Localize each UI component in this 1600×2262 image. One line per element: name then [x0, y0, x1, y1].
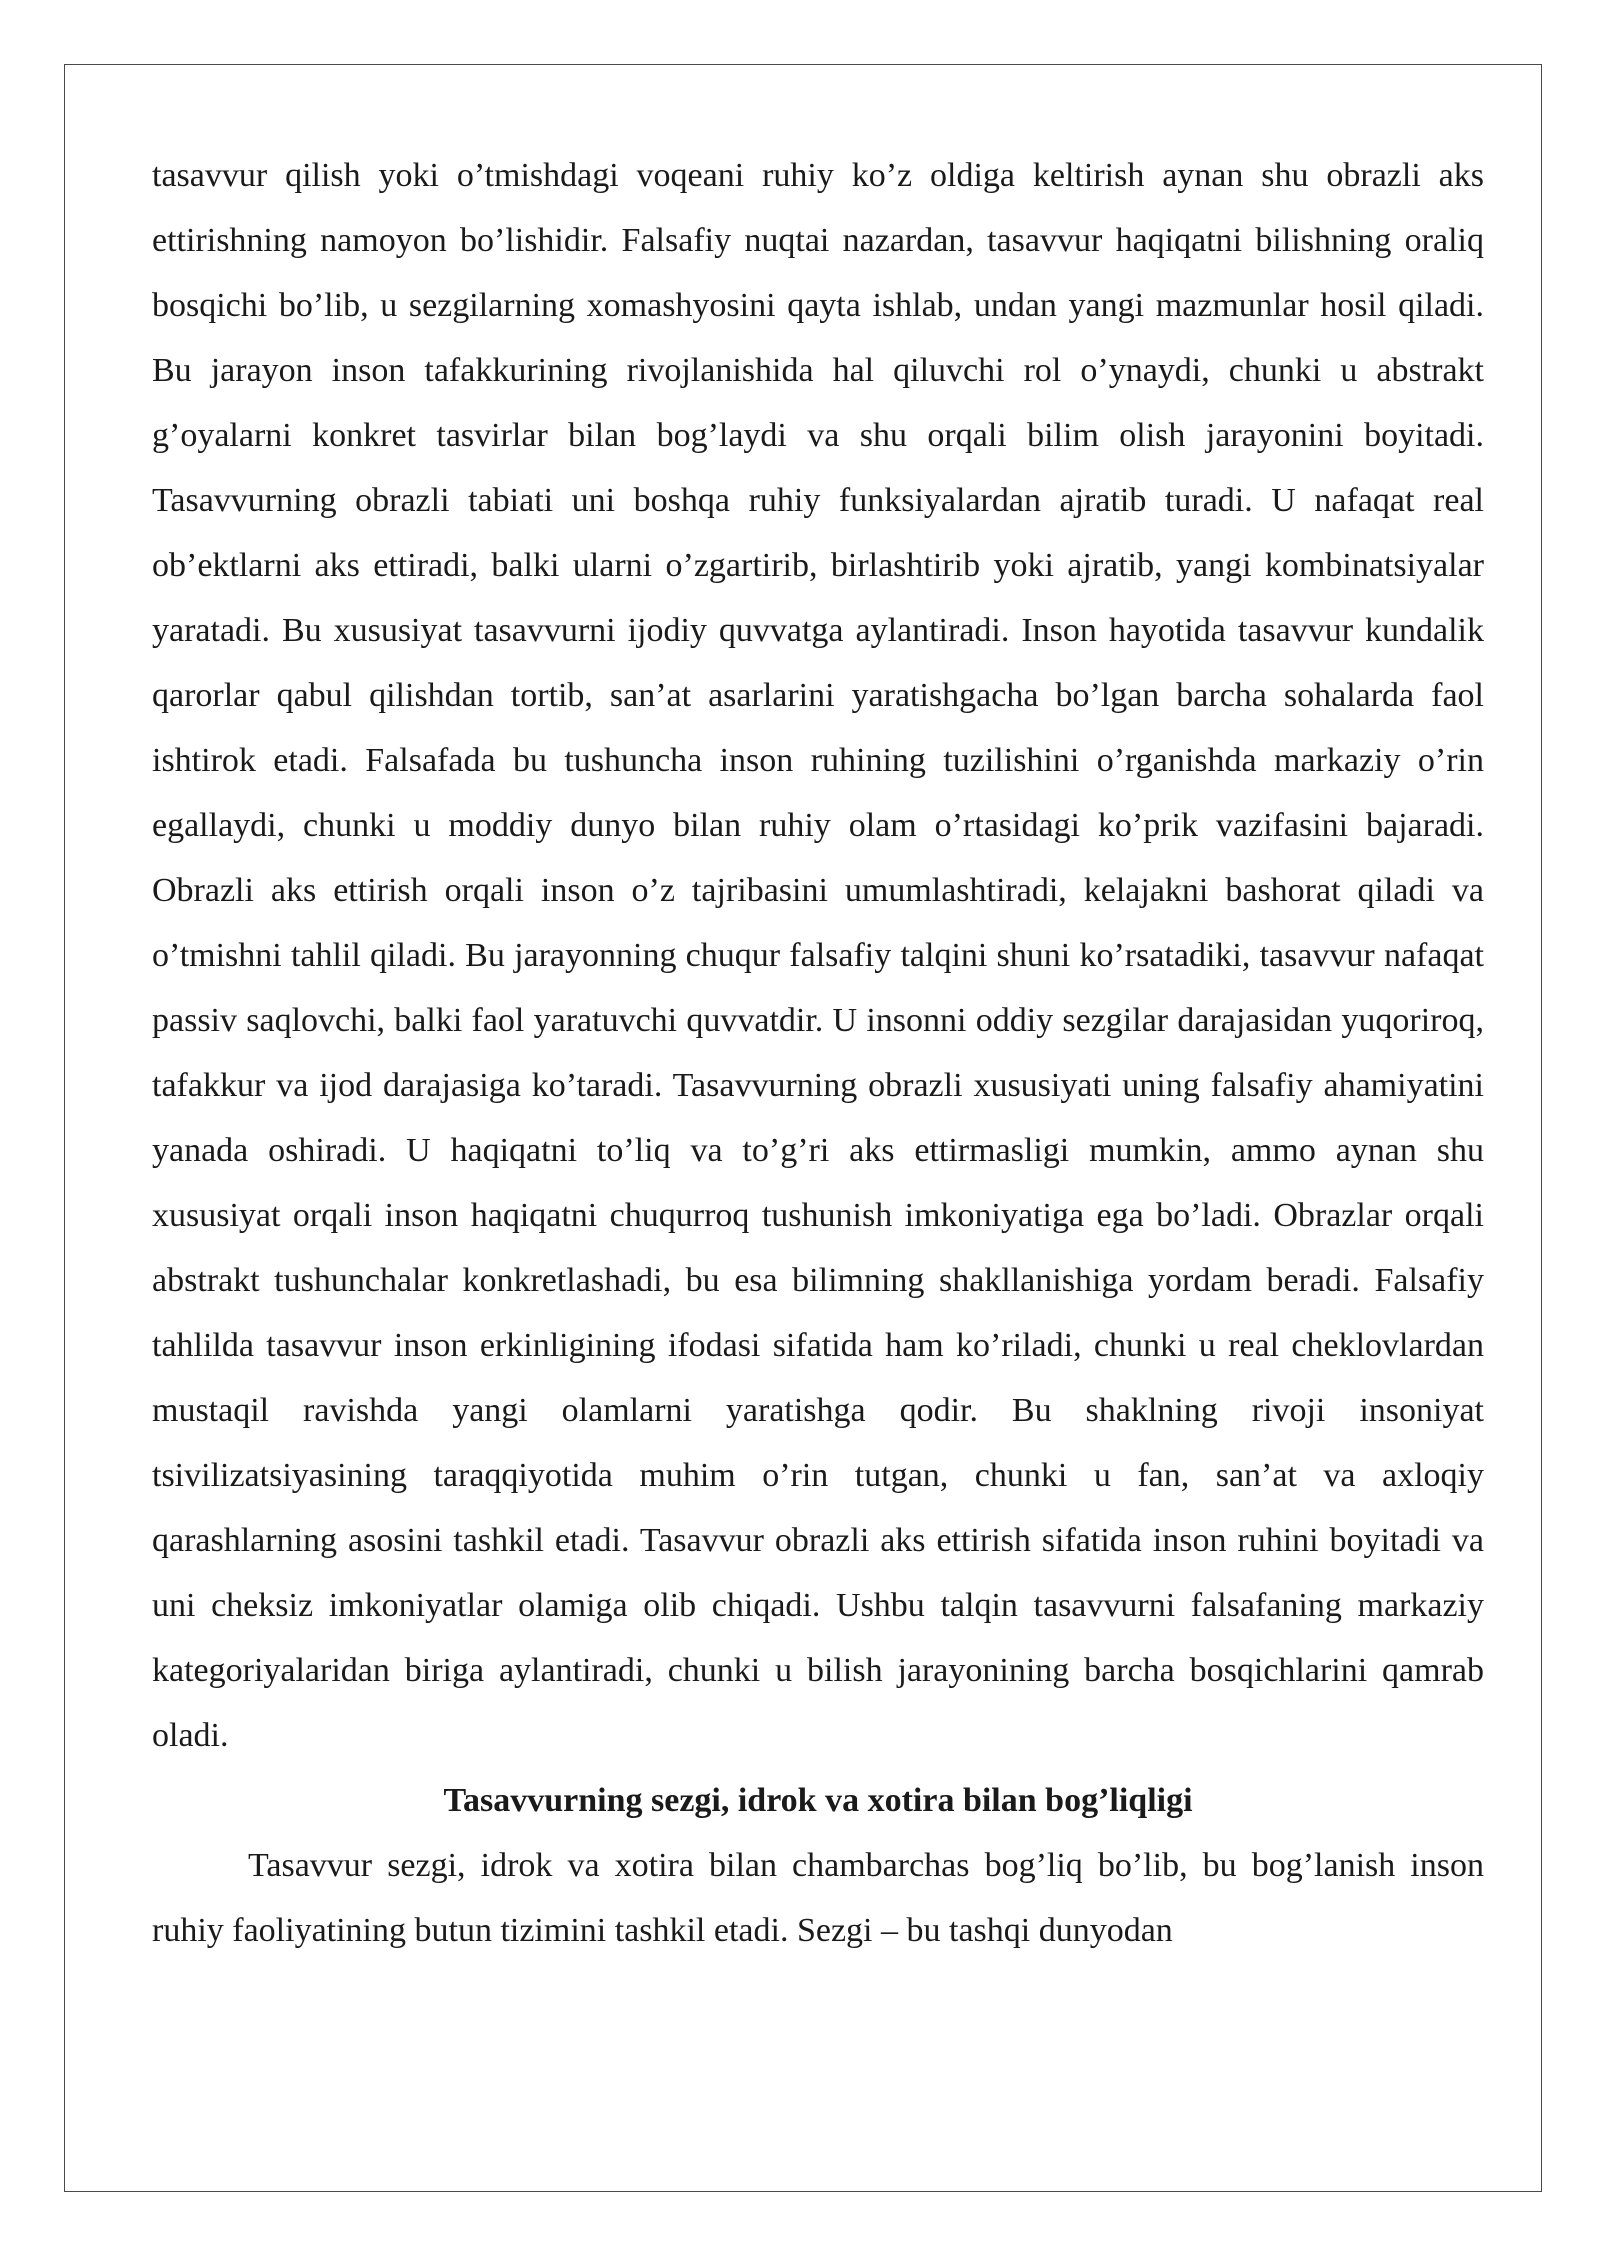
section-heading: Tasavvurning sezgi, idrok va xotira bilan bog’liqligi: [443, 1782, 1193, 1819]
body-paragraph: Tasavvur sezgi, idrok va xotira bilan chambarchas bog’liq bo’lib, bu bog’lanish inson ruhiy faoliyatining butun tizimini tashkil etadi. Sezgi – bu tashqi dunyodan: [152, 1847, 1484, 1949]
document-body: [152, 143, 1484, 1963]
body-paragraph: tasavvur qilish yoki o’tmishdagi voqeani ruhiy ko’z oldiga keltirish aynan shu obrazli aks ettirishning namoyon bo’lishidir. Falsafiy nuqtai nazardan, tasavvur haqiqatni bilishning oraliq bosqichi bo’lib, u sezgilarning xomashyosini qayta ishlab, undan yangi mazmunlar hosil qiladi. Bu jarayon inson tafakkurining rivojlanishida hal qiluvchi rol o’ynaydi, chunki u abstrakt g’oyalarni konkret tasvirlar bilan bog’laydi va shu orqali bilim olish jarayonini boyitadi. Tasavvurning obrazli tabiati uni boshqa ruhiy funksiyalardan ajratib turadi. U nafaqat real ob’ektlarni aks ettiradi, balki ularni o’zgartirib, birlashtirib yoki ajratib, yangi kombinatsiyalar yaratadi. Bu xususiyat tasavvurni ijodiy quvvatga aylantiradi. Inson hayotida tasavvur kundalik qarorlar qabul qilishdan tortib, san’at asarlarini yaratishgacha bo’lgan barcha sohalarda faol ishtirok etadi. Falsafada bu tushuncha inson ruhining tuzilishini o’rganishda markaziy o’rin egallaydi, chunki u moddiy dunyo bilan ruhiy olam o’rtasidagi ko’prik vazifasini bajaradi. Obrazli aks ettirish orqali inson o’z tajribasini umumlashtiradi, kelajakni bashorat qiladi va o’tmishni tahlil qiladi. Bu jarayonning chuqur falsafiy talqini shuni ko’rsatadiki, tasavvur nafaqat passiv saqlovchi, balki faol yaratuvchi quvvatdir. U insonni oddiy sezgilar darajasidan yuqoriroq, tafakkur va ijod darajasiga ko’taradi. Tasavvurning obrazli xususiyati uning falsafiy ahamiyatini yanada oshiradi. U haqiqatni to’liq va to’g’ri aks ettirmasligi mumkin, ammo aynan shu xususiyat orqali inson haqiqatni chuqurroq tushunish imkoniyatiga ega bo’ladi. Obrazlar orqali abstrakt tushunchalar konkretlashadi, bu esa bilimning shakllanishiga yordam beradi. Falsafiy tahlilda tasavvur inson erkinligining ifodasi sifatida ham ko’riladi, chunki u real cheklovlardan mustaqil ravishda yangi olamlarni yaratishga qodir. Bu shaklning rivoji insoniyat tsivilizatsiyasining taraqqiyotida muhim o’rin tutgan, chunki u fan, san’at va axloqiy qarashlarning asosini tashkil etadi. Tasavvur obrazli aks ettirish sifatida inson ruhini boyitadi va uni cheksiz imkoniyatlar olamiga olib chiqadi. Ushbu talqin tasavvurni falsafaning markaziy kategoriyalaridan biriga aylantiradi, chunki u bilish jarayonining barcha bosqichlarini qamrab oladi.: [152, 157, 1484, 1754]
